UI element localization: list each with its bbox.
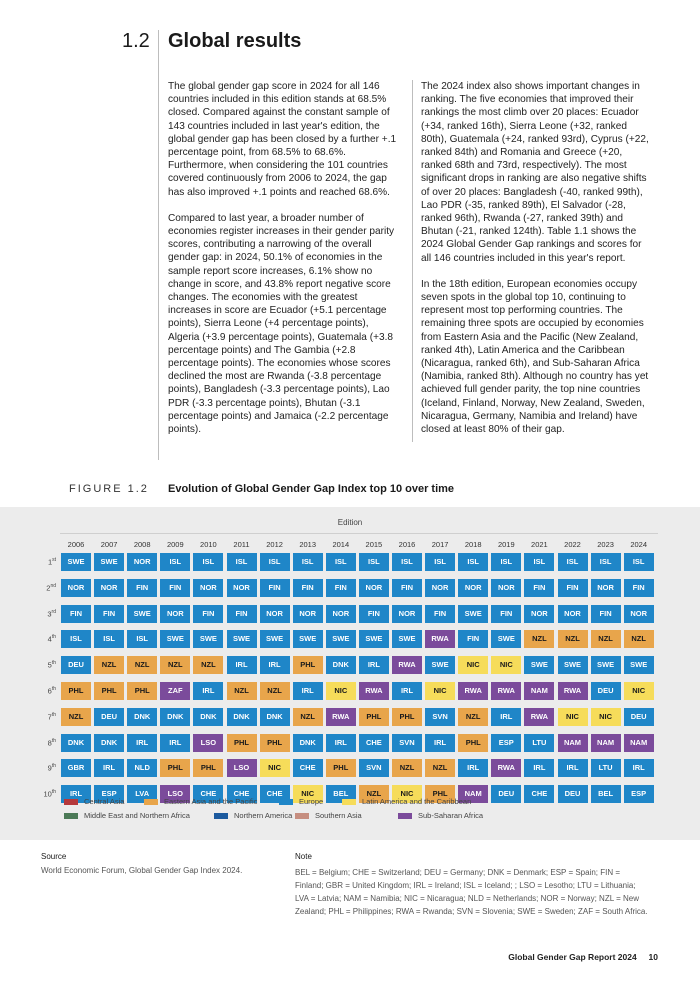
country-cell: ISL (359, 553, 389, 571)
country-cell: ISL (326, 553, 356, 571)
legend-item (64, 797, 124, 806)
country-cell: ISL (260, 553, 290, 571)
legend-swatch (295, 813, 309, 819)
country-cell: NAM (558, 734, 588, 752)
year-label: 2016 (398, 540, 416, 549)
country-cell: PHL (425, 785, 455, 803)
country-cell: IRL (160, 734, 190, 752)
country-cell: NZL (260, 682, 290, 700)
left-column (168, 80, 398, 449)
country-cell: SWE (458, 605, 488, 623)
country-cell: IRL (524, 759, 554, 777)
country-cell: FIN (591, 605, 621, 623)
country-cell: NZL (293, 708, 323, 726)
country-cell: DNK (326, 656, 356, 674)
legend-item (279, 797, 323, 806)
country-cell: NIC (558, 708, 588, 726)
country-cell: SWE (94, 553, 124, 571)
country-cell: DEU (591, 682, 621, 700)
country-cell: SWE (591, 656, 621, 674)
country-cell: NOR (127, 553, 157, 571)
country-cell: NZL (61, 708, 91, 726)
country-cell: PHL (61, 682, 91, 700)
country-cell: CHE (359, 734, 389, 752)
country-cell: ISL (591, 553, 621, 571)
country-cell: DNK (193, 708, 223, 726)
year-label: 2009 (166, 540, 184, 549)
country-cell: NOR (193, 579, 223, 597)
year-label: 2022 (564, 540, 581, 549)
country-cell: IRL (425, 734, 455, 752)
country-cell: SWE (293, 630, 323, 648)
figure-title: Evolution of Global Gender Gap Index top 10 over time (168, 483, 455, 495)
country-cell: DNK (160, 708, 190, 726)
country-cell: ESP (94, 785, 124, 803)
country-cell: ISL (127, 630, 157, 648)
country-cell: ISL (425, 553, 455, 571)
year-label: 2015 (365, 540, 383, 549)
country-cell: IRL (458, 759, 488, 777)
country-cell: SWE (260, 630, 290, 648)
country-cell: FIN (624, 579, 654, 597)
country-cell: DNK (94, 734, 124, 752)
country-cell: CHE (293, 759, 323, 777)
year-label: 2012 (266, 540, 283, 549)
country-cell: IRL (227, 656, 257, 674)
legend-swatch (144, 799, 158, 805)
rank-label: 1st (47, 557, 56, 567)
country-cell: NOR (227, 579, 257, 597)
country-cell: NIC (260, 759, 290, 777)
country-cell: SWE (61, 553, 91, 571)
country-cell: CHE (524, 785, 554, 803)
legend-swatch (64, 813, 78, 819)
legend-label: Eastern Asia and the Pacific (164, 797, 258, 806)
country-cell: RWA (326, 708, 356, 726)
country-cell: CHE (260, 785, 290, 803)
country-cell: SWE (326, 630, 356, 648)
year-label: 2018 (464, 540, 482, 549)
country-cell: NLD (127, 759, 157, 777)
legend-swatch (398, 813, 412, 819)
country-cell: DNK (127, 708, 157, 726)
country-cell: ISL (458, 553, 488, 571)
paragraph: Compared to last year, a broader number of economies register increases in their gender parity scores, contributing a narrowing of the overall gender gap: in 2024, 50.1% of economies in the sample report score increases, 6.1% show no change in score, and 43.8% report negative score changes. The economies with the greatest increases in score are Ecuador (+5.1 percentage points), Sierra Leone (+4 percentage points), Algeria (+3.9 percentage points), Guatemala (+3.8 percentage points) and The Gambia (+2.8 percentage points). The economies whose scores declined the most are Rwanda (-3.8 percentage points), Bangladesh (-3.3 percentage points), Lao PDR (-3.3 percentage points), Bhutan (-3.1 percentage points) and Jamaica (-2.2 percentage points). (168, 212, 395, 436)
country-cell: DNK (227, 708, 257, 726)
page-number: 10 (648, 952, 658, 962)
note-text: BEL = Belgium; CHE = Switzerland; DEU = Germany; DNK = Denmark; ESP = Spain; FIN = Finland; GBR = United Kingdom; IRL = Ireland; ISL = Iceland; ; LSO = Lesotho; LTU = Lithuania; LVA = Latvia; NAM = Namibia; NIC = Nicaragua; NLD = Netherlands; NOR = Norway; NZL = New Zealand; PHL = Philippines; RWA = Rwanda; SVN = Slovenia; SWE = Sweden; ZAF = South Africa. (295, 868, 648, 916)
country-cell: SWE (193, 630, 223, 648)
rank-label: 7th (47, 711, 56, 722)
column-divider (412, 80, 413, 442)
rank-label: 10th (43, 789, 56, 799)
year-label: 2006 (67, 540, 85, 549)
country-cell: ISL (160, 553, 190, 571)
country-cell: NIC (591, 708, 621, 726)
year-label: 2021 (531, 540, 548, 549)
country-cell: FIN (260, 579, 290, 597)
country-cell: FIN (94, 605, 124, 623)
rank-label: 8th (47, 737, 56, 748)
legend-item (64, 811, 190, 820)
section-number: 1.2 (122, 30, 150, 52)
country-cell: FIN (227, 605, 257, 623)
legend-swatch (214, 813, 228, 819)
country-cell: GBR (61, 759, 91, 777)
source-text: World Economic Forum, Global Gender Gap Index 2024. (41, 866, 243, 875)
country-cell: NZL (591, 630, 621, 648)
country-cell: LSO (193, 734, 223, 752)
country-cell: NOR (359, 579, 389, 597)
country-cell: NZL (458, 708, 488, 726)
country-cell: NIC (293, 785, 323, 803)
country-cell: ISL (193, 553, 223, 571)
country-cell: SWE (127, 605, 157, 623)
rank-label: 3rd (47, 608, 56, 619)
country-cell: RWA (491, 759, 521, 777)
right-column (421, 80, 651, 449)
report-name: Global Gender Gap Report 2024 (508, 952, 637, 962)
country-cell: NIC (326, 682, 356, 700)
country-cell: DEU (61, 656, 91, 674)
legend-label: Northern America (234, 811, 293, 820)
country-cell: ISL (558, 553, 588, 571)
country-cell: RWA (392, 656, 422, 674)
rank-label: 9th (47, 763, 56, 773)
country-cell: ISL (491, 553, 521, 571)
country-cell: PHL (359, 708, 389, 726)
country-cell: PHL (293, 656, 323, 674)
country-cell: NAM (458, 785, 488, 803)
year-label: 2007 (100, 540, 118, 549)
page-footer (0, 952, 658, 962)
legend-swatch (342, 799, 356, 805)
country-cell: ISL (524, 553, 554, 571)
country-cell: NOR (260, 605, 290, 623)
rank-label: 2nd (46, 582, 56, 593)
country-cell: RWA (558, 682, 588, 700)
edition-axis-title: Edition (337, 518, 363, 527)
year-label: 2017 (431, 540, 449, 549)
country-cell: FIN (524, 579, 554, 597)
country-cell: SWE (558, 656, 588, 674)
country-cell: PHL (392, 708, 422, 726)
country-cell: NAM (624, 734, 654, 752)
country-cell: NIC (624, 682, 654, 700)
year-label: 2010 (200, 540, 217, 549)
country-cell: PHL (227, 734, 257, 752)
country-cell: FIN (293, 579, 323, 597)
country-cell: ISL (94, 630, 124, 648)
legend-label: Central Asia (84, 797, 125, 806)
country-cell: NOR (160, 605, 190, 623)
country-cell: NZL (160, 656, 190, 674)
country-cell: DEU (94, 708, 124, 726)
country-cell: NIC (458, 656, 488, 674)
country-cell: NZL (193, 656, 223, 674)
country-cell: IRL (293, 682, 323, 700)
country-cell: IRL (193, 682, 223, 700)
country-cell: RWA (359, 682, 389, 700)
country-cell: ISL (293, 553, 323, 571)
country-cell: SWE (491, 630, 521, 648)
country-cell: SVN (392, 734, 422, 752)
source-heading: Source (41, 852, 67, 861)
country-cell: NOR (326, 605, 356, 623)
country-cell: FIN (127, 579, 157, 597)
country-cell: IRL (359, 656, 389, 674)
year-label: 2014 (332, 540, 350, 549)
legend-label: Sub-Saharan Africa (418, 811, 484, 820)
country-cell: ISL (227, 553, 257, 571)
country-cell: NIC (491, 656, 521, 674)
country-cell: PHL (193, 759, 223, 777)
country-cell: IRL (94, 759, 124, 777)
figure-label: FIGURE 1.2 (69, 483, 149, 495)
country-cell: ISL (392, 553, 422, 571)
country-cell: NZL (558, 630, 588, 648)
country-cell: RWA (425, 630, 455, 648)
country-cell: NOR (94, 579, 124, 597)
country-cell: DEU (558, 785, 588, 803)
country-cell: LTU (524, 734, 554, 752)
country-cell: NZL (359, 785, 389, 803)
section-divider (158, 30, 159, 460)
country-cell: ESP (624, 785, 654, 803)
country-cell: SWE (392, 630, 422, 648)
country-cell: FIN (558, 579, 588, 597)
country-cell: RWA (458, 682, 488, 700)
country-cell: SWE (624, 656, 654, 674)
country-cell: IRL (260, 656, 290, 674)
country-cell: BEL (326, 785, 356, 803)
paragraph: The global gender gap score in 2024 for all 146 countries included in this edition stands at 68.5% closed. Compared against the constant sample of 143 countries included in last year's edition, the global gender gap has been closed by a further +.1 percentage point, from 68.5% to 68.6%. Furthermore, when considering the 101 countries covered continuously from 2006 to 2024, the gap has also improved +.1 points and reached 68.6%. (168, 81, 397, 198)
legend-label: Southern Asia (315, 811, 362, 820)
country-cell: PHL (260, 734, 290, 752)
country-cell: SWE (524, 656, 554, 674)
country-cell: NOR (392, 605, 422, 623)
paragraph: In the 18th edition, European economies occupy seven spots in the global top 10, continuing to represent most top performing countries. The remaining three spots are occupied by economies from Eastern Asia and the Pacific (New Zealand, ranked 4th), Latin America and the Caribbean (Nicaragua, ranked 6th), and Sub-Saharan Africa (Namibia, ranked 8th). Although no country has yet achieved full gender parity, the top nine countries (Iceland, Finland, Norway, New Zealand, Sweden, Nicaragua, Germany, Namibia and Ireland) have closed at least 80% of their gap. (421, 278, 649, 436)
country-cell: ISL (61, 630, 91, 648)
country-cell: IRL (326, 734, 356, 752)
legend-item (214, 811, 292, 820)
country-cell: NZL (425, 759, 455, 777)
country-cell: LSO (160, 785, 190, 803)
country-cell: NZL (624, 630, 654, 648)
country-cell: LSO (227, 759, 257, 777)
country-cell: NOR (558, 605, 588, 623)
country-cell: NZL (392, 759, 422, 777)
country-cell: CHE (193, 785, 223, 803)
country-cell: PHL (127, 682, 157, 700)
year-label: 2013 (299, 540, 317, 549)
country-cell: IRL (392, 682, 422, 700)
country-cell: PHL (326, 759, 356, 777)
country-cell: DNK (260, 708, 290, 726)
country-cell: NIC (425, 682, 455, 700)
country-cell: IRL (558, 759, 588, 777)
country-cell: SWE (425, 656, 455, 674)
country-cell: PHL (94, 682, 124, 700)
country-cell: NOR (61, 579, 91, 597)
country-cell: DNK (293, 734, 323, 752)
country-cell: SVN (359, 759, 389, 777)
country-cell: NOR (425, 579, 455, 597)
country-cell: FIN (392, 579, 422, 597)
note-heading: Note (295, 852, 312, 861)
country-cell: SWE (227, 630, 257, 648)
country-cell: IRL (491, 708, 521, 726)
country-cell: NOR (491, 579, 521, 597)
country-cell: FIN (425, 605, 455, 623)
country-cell: NOR (524, 605, 554, 623)
country-cell: NAM (524, 682, 554, 700)
country-cell: ESP (491, 734, 521, 752)
country-cell: LTU (591, 759, 621, 777)
country-cell: IRL (127, 734, 157, 752)
legend-item (342, 797, 471, 806)
country-cell: RWA (491, 682, 521, 700)
country-cell: ISL (624, 553, 654, 571)
country-cell: PHL (458, 734, 488, 752)
country-cell: DNK (61, 734, 91, 752)
legend-swatch (279, 799, 293, 805)
country-cell: ZAF (160, 682, 190, 700)
paragraph: The 2024 index also shows important changes in ranking. The five economies that improved their rankings the most climb over 20 places: Ecuador (+34, ranked 16th), Sierra Leone (+32, ranked 80th), Guatemala (+24, ranked 93rd), Cyprus (+22, ranked 84th) and Romania and Greece (+20, ranked 68th and 73rd, respectively). The most significant drops in ranking are also negative shifts of over 20 places: Bangladesh (-40, ranked 99th), Lao PDR (-35, ranked 89th), El Salvador (-28, ranked 96th), Rwanda (-27, ranked 39th) and Bhutan (-21, ranked 124th). Table 1.1 shows the 2024 Global Gender Gap rankings and scores for all 146 countries included in this year's report. (421, 81, 649, 264)
legend-label: Latin America and the Caribbean (362, 797, 472, 806)
country-cell: NOR (591, 579, 621, 597)
country-cell: FIN (458, 630, 488, 648)
country-cell: PHL (160, 759, 190, 777)
country-cell: FIN (61, 605, 91, 623)
country-cell: DEU (491, 785, 521, 803)
country-cell: RWA (524, 708, 554, 726)
country-cell: SVN (425, 708, 455, 726)
country-cell: BEL (591, 785, 621, 803)
country-cell: NZL (94, 656, 124, 674)
year-label: 2008 (133, 540, 151, 549)
country-cell: CHE (227, 785, 257, 803)
country-cell: NZL (524, 630, 554, 648)
country-cell: NZL (127, 656, 157, 674)
legend-label: Europe (299, 797, 324, 806)
country-cell: FIN (193, 605, 223, 623)
country-cell: NZL (227, 682, 257, 700)
country-cell: LVA (127, 785, 157, 803)
country-cell: FIN (491, 605, 521, 623)
country-cell: NOR (293, 605, 323, 623)
legend-swatch (64, 799, 78, 805)
country-cell: IRL (61, 785, 91, 803)
country-cell: NOR (624, 605, 654, 623)
country-cell: FIN (359, 605, 389, 623)
year-label: 2024 (630, 540, 648, 549)
legend-item (295, 811, 362, 820)
country-cell: IRL (624, 759, 654, 777)
rank-label: 6th (47, 686, 56, 696)
country-cell: SWE (359, 630, 389, 648)
country-cell: SWE (160, 630, 190, 648)
country-cell: FIN (160, 579, 190, 597)
legend-item (144, 797, 257, 806)
year-label: 2011 (233, 540, 250, 549)
country-cell: NAM (591, 734, 621, 752)
rank-label: 5th (47, 660, 56, 670)
legend-item (398, 811, 483, 820)
country-cell: NIC (392, 785, 422, 803)
legend-label: Middle East and Northern Africa (84, 811, 190, 820)
edition-axis-line (60, 533, 658, 534)
section-title: Global results (168, 30, 302, 52)
year-label: 2019 (497, 540, 515, 549)
country-cell: DEU (624, 708, 654, 726)
country-cell: NOR (458, 579, 488, 597)
year-label: 2023 (597, 540, 614, 549)
country-cell: FIN (326, 579, 356, 597)
rank-label: 4th (47, 634, 56, 644)
